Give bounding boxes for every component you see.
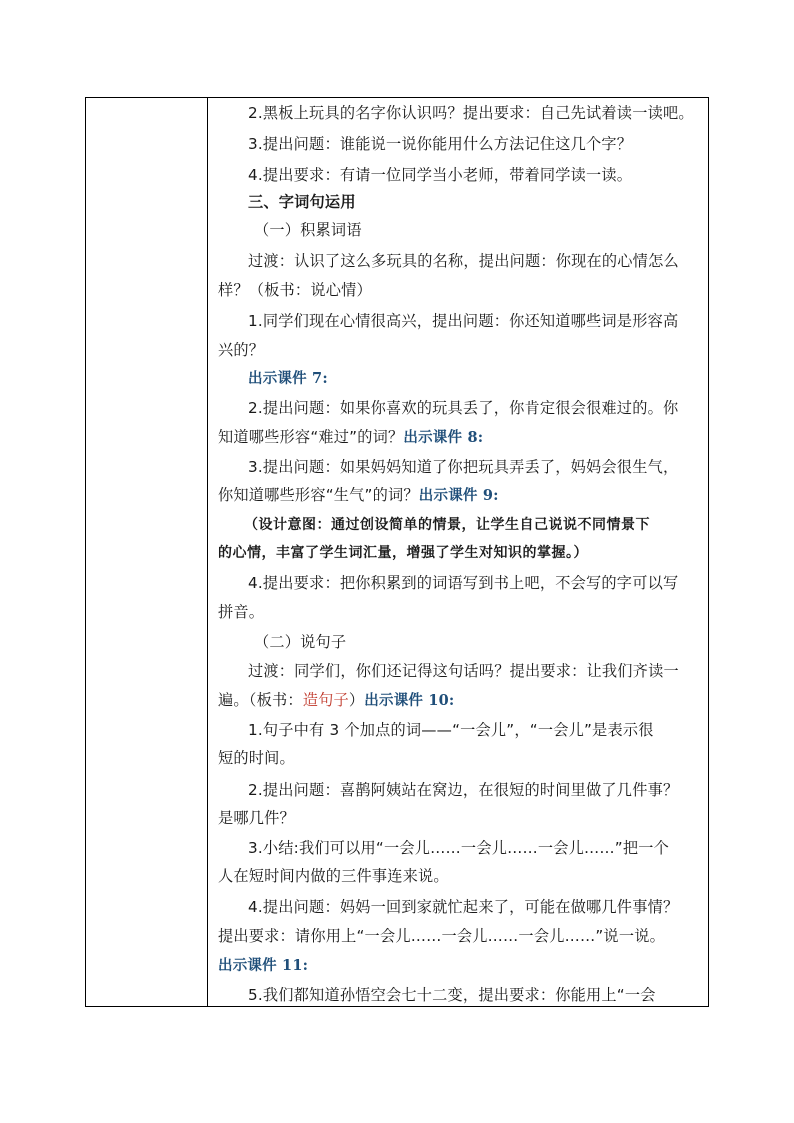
text-line: 2.提出问题：如果你喜欢的玩具丢了，你肯定很会很难过的。你 [248,399,679,417]
design-intent-note: 的心情，丰富了学生词汇量，增强了学生对知识的掌握。） [218,545,588,561]
text-line: 短的时间。 [218,749,295,767]
text-line: 3.提出问题：如果妈妈知道了你把玩具弄丢了，妈妈会很生气， [248,458,679,476]
design-intent-note: （设计意图：通过创设简单的情景，让学生自己说说不同情景下 [244,517,650,533]
text-line: 2.提出问题：喜鹊阿姨站在窝边，在很短的时间里做了几件事？ [248,781,679,799]
text-line: 兴的？ [218,341,265,359]
text-line [218,688,704,712]
text-line: 人在短时间内做的三件事连来说。 [218,867,449,885]
courseware-marker: 出示课件 8: [403,429,484,446]
text-line [218,483,704,507]
text-line: 过渡：认识了这么多玩具的名称，提出问题：你现在的心情怎么 [248,252,679,270]
text-segment: 你知道哪些形容“生气”的词？ [218,486,419,504]
board-note-highlight: 造句子 [302,691,349,709]
text-line: 1.句子中有 3 个加点的词——“一会儿”，“一会儿”是表示很 [248,721,654,739]
text-segment: ） [348,691,365,709]
text-line [218,425,704,449]
text-line: 1.同学们现在心情很高兴，提出问题：你还知道哪些词是形容高 [248,312,679,330]
text-line: 2.黑板上玩具的名字你认识吗？提出要求：自己先试着读一读吧。 [248,104,694,122]
text-segment: 知道哪些形容“难过”的词？ [218,428,404,446]
left-column-cell [86,98,208,1006]
text-line: 样？（板书：说心情） [218,281,372,299]
text-line: 提出要求：请你用上“一会儿……一会儿……一会儿……”说一说。 [218,927,665,945]
subsection-heading: （一）积累词语 [254,221,362,239]
courseware-marker: 出示课件 10: [364,692,455,709]
section-heading: 三、字词句运用 [248,193,356,211]
courseware-marker: 出示课件 11: [218,957,309,974]
courseware-marker: 出示课件 7: [248,370,328,387]
lesson-plan-table [85,97,709,1007]
text-line: 3.小结:我们可以用“一会儿……一会儿……一会儿……”把一个 [248,839,670,857]
text-line: 是哪几件？ [218,809,295,827]
text-line: 4.提出要求：有请一位同学当小老师，带着同学读一读。 [248,166,633,184]
text-line: 4.提出问题：妈妈一回到家就忙起来了，可能在做哪几件事情？ [248,898,679,916]
content-column-cell [208,98,708,1006]
subsection-heading: （二）说句子 [254,633,347,651]
courseware-marker: 出示课件 9: [418,487,499,504]
text-line: 4.提出要求：把你积累到的词语写到书上吧，不会写的字可以写 [248,574,679,592]
text-line: 5.我们都知道孙悟空会七十二变，提出要求：你能用上“一会 [248,986,656,1004]
text-segment: 遍。（板书： [218,691,303,709]
text-line: 3.提出问题：谁能说一说你能用什么方法记住这几个字？ [248,135,633,153]
text-line: 过渡：同学们，你们还记得这句话吗？提出要求：让我们齐读一 [248,662,679,680]
text-line: 拼音。 [218,603,265,621]
